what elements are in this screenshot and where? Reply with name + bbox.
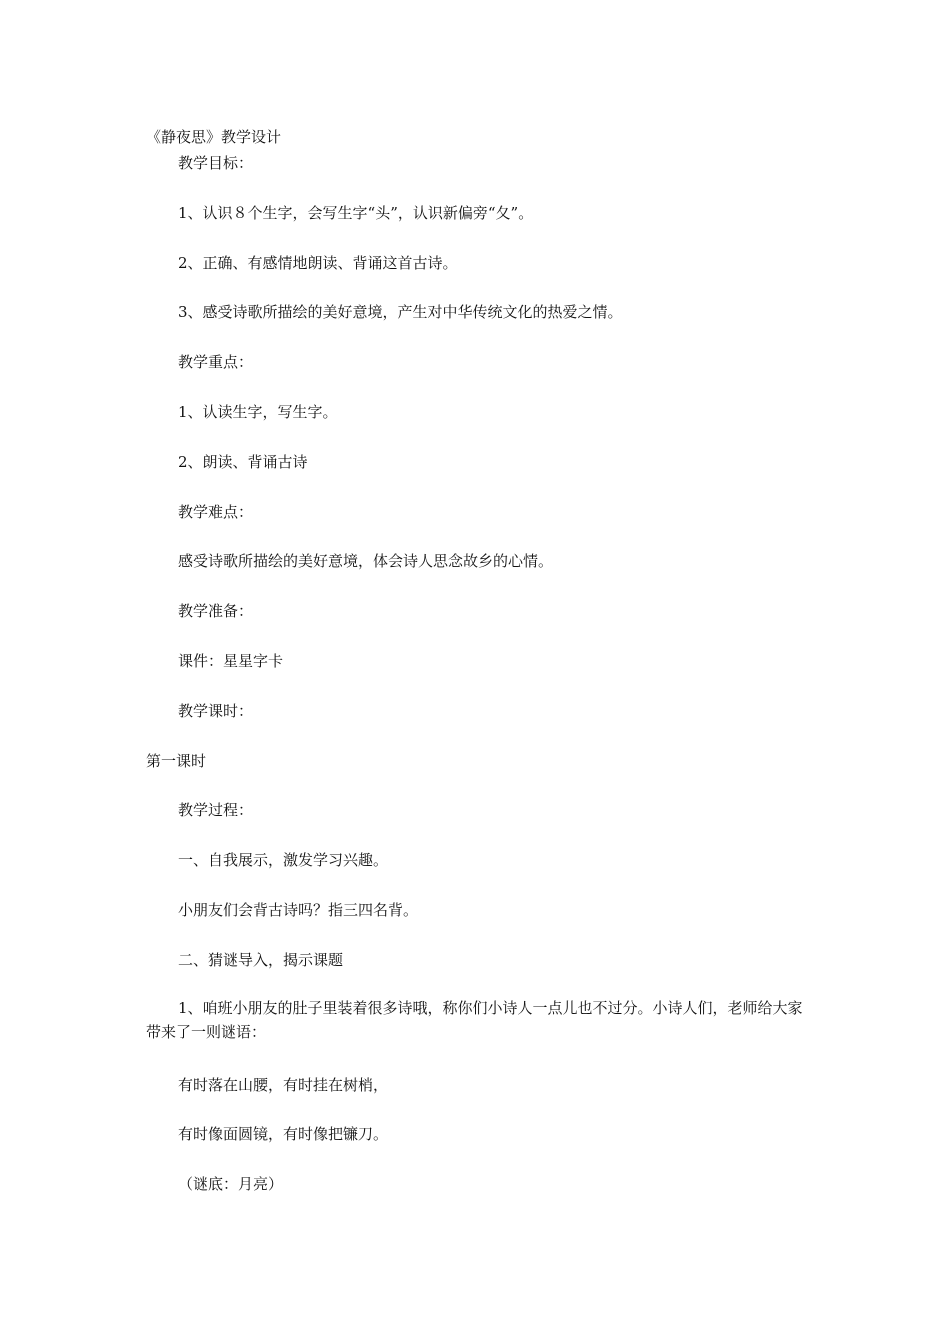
- preparation-text: 课件：星星字卡: [178, 652, 284, 670]
- objective-item: 1、认识８个生字，会写生字“头”，认识新偏旁“夂”。: [178, 204, 534, 222]
- difficulty-heading: 教学难点：: [178, 503, 254, 521]
- first-period-heading: 第一课时: [146, 752, 207, 770]
- objectives-heading: 教学目标：: [178, 154, 254, 172]
- periods-heading: 教学课时：: [178, 702, 254, 720]
- key-point-item: 2、朗读、背诵古诗: [178, 453, 308, 471]
- step1-heading: 一、自我展示，激发学习兴趣。: [178, 851, 389, 869]
- key-point-item: 1、认读生字，写生字。: [178, 403, 338, 421]
- step2-text: 1、咱班小朋友的肚子里装着很多诗哦，称你们小诗人一点儿也不过分。小诗人们，老师给大家带来了一则谜语：: [146, 999, 803, 1041]
- step1-text: 小朋友们会背古诗吗？指三四名背。: [178, 901, 419, 919]
- riddle-answer: （谜底：月亮）: [178, 1175, 284, 1193]
- objective-item: 2、正确、有感情地朗读、背诵这首古诗。: [178, 254, 458, 272]
- document-title: 《静夜思》教学设计: [146, 128, 282, 146]
- process-heading: 教学过程：: [178, 801, 254, 819]
- riddle-line: 有时落在山腰，有时挂在树梢，: [178, 1076, 389, 1094]
- step2-heading: 二、猜谜导入，揭示课题: [178, 951, 344, 969]
- objective-item: 3、感受诗歌所描绘的美好意境，产生对中华传统文化的热爱之情。: [178, 303, 623, 321]
- difficulty-text: 感受诗歌所描绘的美好意境，体会诗人思念故乡的心情。: [178, 552, 554, 570]
- preparation-heading: 教学准备：: [178, 602, 254, 620]
- key-points-heading: 教学重点：: [178, 353, 254, 371]
- riddle-line: 有时像面圆镜，有时像把镰刀。: [178, 1125, 389, 1143]
